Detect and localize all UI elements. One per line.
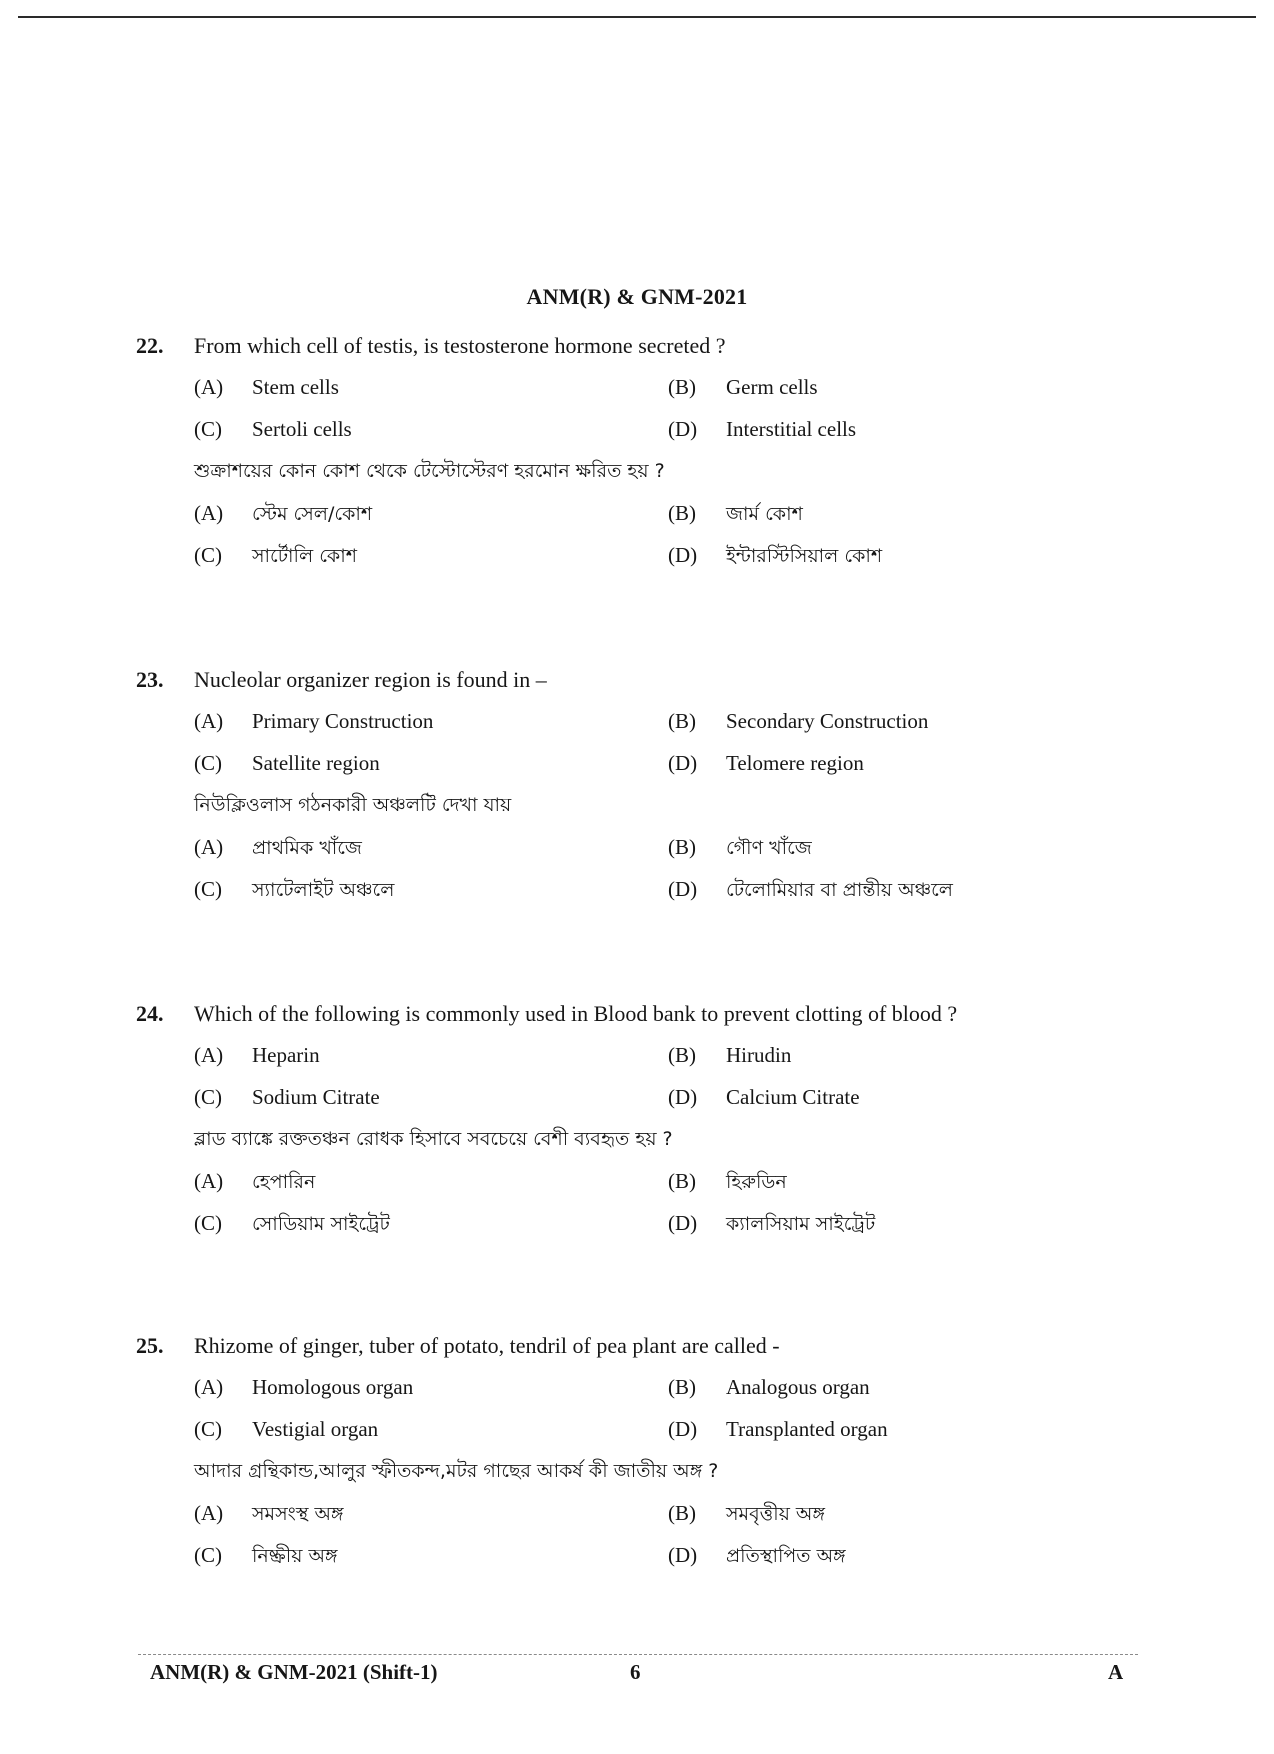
question-24 [136,994,1136,1244]
option-b-bengali: (B) জার্ম কোশ [668,501,803,525]
question-text-bengali: ব্লাড ব্যাঙ্কে রক্ততঞ্চন রোধক হিসাবে সবচেয়ে বেশী ব্যবহৃত হয় ? [194,1128,673,1150]
option-b: (B) Secondary Construction [668,709,929,733]
option-d: (D) Transplanted organ [668,1417,888,1441]
question-text-bengali: শুক্রাশয়ের কোন কোশ থেকে টেস্টোস্টেরণ হরমোন ক্ষরিত হয় ? [194,460,665,482]
option-b: (B) Hirudin [668,1043,792,1067]
question-25 [136,1326,1136,1576]
question-text: Rhizome of ginger, tuber of potato, tendril of pea plant are called - [194,1333,780,1358]
question-number: 22. [136,333,164,358]
option-c: (C) Vestigial organ [194,1417,379,1441]
option-d-bengali: (D) প্রতিস্থাপিত অঙ্গ [668,1543,846,1567]
question-text-bengali: নিউক্লিওলাস গঠনকারী অঞ্চলটি দেখা যায় [194,794,512,816]
option-d-bengali: (D) ক্যালসিয়াম সাইট্রেট [668,1211,876,1235]
options-row [136,1034,1136,1076]
options-row [136,1408,1136,1450]
question-stem [136,326,1136,366]
options-row [136,366,1136,408]
options-row [136,1366,1136,1408]
option-a: (A) Homologous organ [194,1375,414,1399]
option-a-bengali: (A) হেপারিন [194,1169,316,1193]
question-number: 25. [136,1333,164,1358]
option-d-bengali: (D) টেলোমিয়ার বা প্রান্তীয় অঞ্চলে [668,877,953,901]
top-divider [18,16,1256,18]
option-a: (A) Stem cells [194,375,339,399]
option-b: (B) Analogous organ [668,1375,870,1399]
question-stem [136,994,1136,1034]
question-stem [136,1326,1136,1366]
page-number: 6 [630,1660,641,1684]
options-row [136,1076,1136,1118]
option-c-bengali: (C) স্যাটেলাইট অঞ্চলে [194,877,395,901]
option-b-bengali: (B) সমবৃত্তীয় অঙ্গ [668,1501,825,1525]
page-header-title: ANM(R) & GNM-2021 [526,284,748,309]
question-number: 23. [136,667,164,692]
option-a-bengali: (A) স্টেম সেল/কোশ [194,501,373,525]
question-22 [136,326,1136,576]
options-row [136,408,1136,450]
option-d-bengali: (D) ইন্টারস্টিসিয়াল কোশ [668,543,883,567]
question-text: Nucleolar organizer region is found in – [194,667,547,692]
options-row-bengali [136,1534,1136,1576]
footer-divider [138,1654,1138,1655]
options-row-bengali [136,1492,1136,1534]
footer-exam-title: ANM(R) & GNM-2021 (Shift-1) [150,1660,438,1684]
question-23 [136,660,1136,910]
option-c-bengali: (C) নিষ্ক্রীয় অঙ্গ [194,1543,338,1567]
option-d: (D) Interstitial cells [668,417,857,441]
option-a-bengali: (A) প্রাথমিক খাঁজে [194,835,362,859]
option-b-bengali: (B) গৌণ খাঁজে [668,835,812,859]
question-text: From which cell of testis, is testosterone hormone secreted ? [194,333,726,358]
option-a-bengali: (A) সমসংস্থ অঙ্গ [194,1501,344,1525]
option-d: (D) Calcium Citrate [668,1085,860,1109]
options-row-bengali [136,1160,1136,1202]
option-c-bengali: (C) সোডিয়াম সাইট্রেট [194,1211,390,1235]
options-row-bengali [136,534,1136,576]
options-row-bengali [136,492,1136,534]
options-row-bengali [136,826,1136,868]
question-number: 24. [136,1001,164,1026]
options-row-bengali [136,1202,1136,1244]
option-a: (A) Primary Construction [194,709,434,733]
option-c: (C) Sertoli cells [194,417,352,441]
option-a: (A) Heparin [194,1043,320,1067]
set-code: A [1108,1660,1124,1684]
options-row-bengali [136,868,1136,910]
option-c: (C) Sodium Citrate [194,1085,380,1109]
question-stem [136,660,1136,700]
option-b-bengali: (B) হিরুডিন [668,1169,787,1193]
option-b: (B) Germ cells [668,375,818,399]
option-d: (D) Telomere region [668,751,864,775]
options-row [136,700,1136,742]
options-row [136,742,1136,784]
question-text: Which of the following is commonly used in Blood bank to prevent clotting of blood ? [194,1001,958,1026]
option-c: (C) Satellite region [194,751,380,775]
option-c-bengali: (C) সার্টোলি কোশ [194,543,357,567]
question-text-bengali: আদার গ্রন্থিকান্ড,আলুর স্ফীতকন্দ,মটর গাছের আকর্ষ কী জাতীয় অঙ্গ ? [194,1460,719,1482]
